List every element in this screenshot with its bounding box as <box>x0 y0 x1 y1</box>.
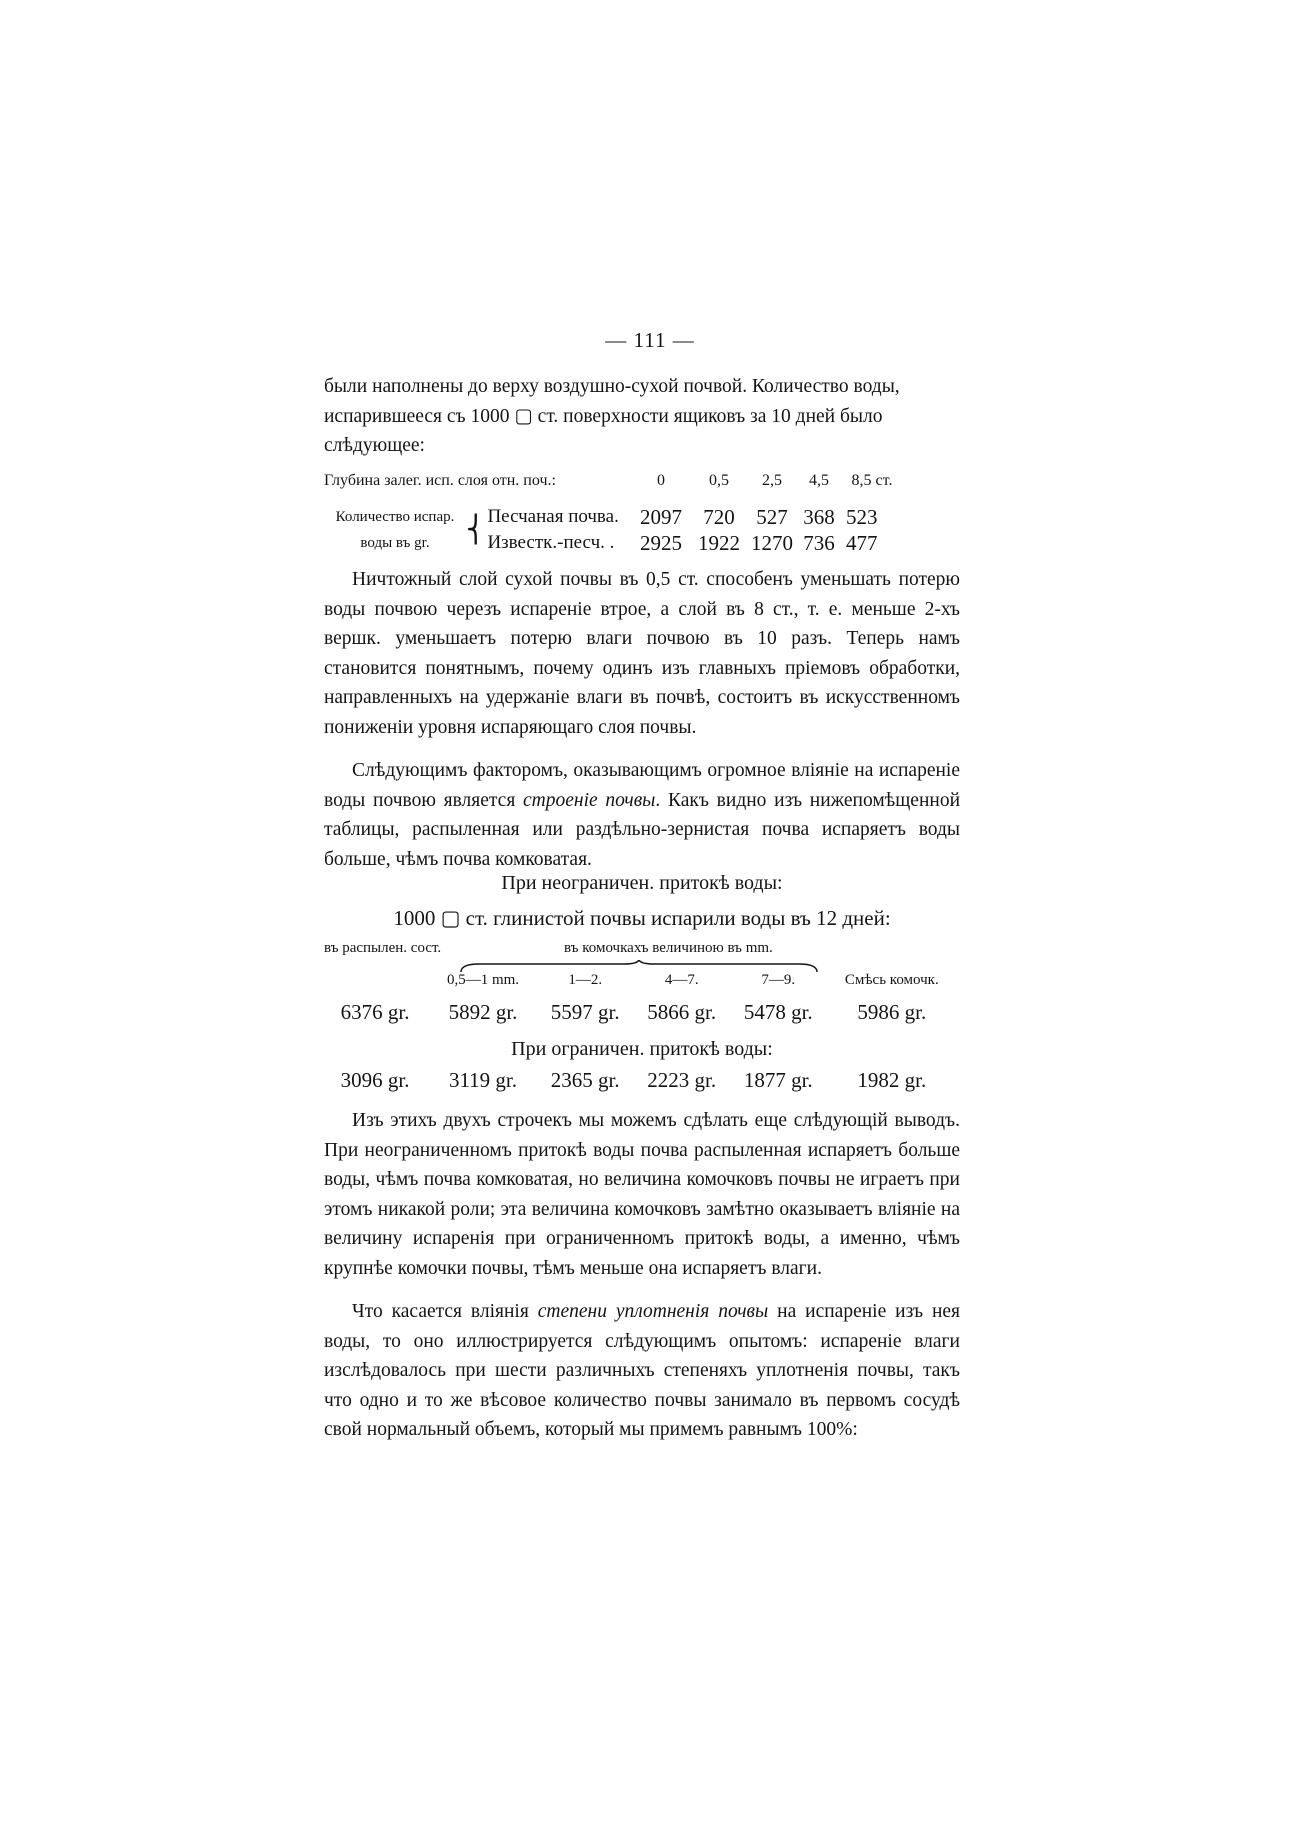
size-header-row <box>324 972 960 989</box>
page-number: — 111 — <box>605 328 695 352</box>
value-cell: 2365 gr. <box>550 1068 620 1092</box>
value-cell: 6376 gr. <box>340 1000 410 1024</box>
emphasis-text: строеніе почвы <box>523 789 656 811</box>
depth-cell: 4,5 <box>809 472 829 489</box>
value-cell: 2097 <box>640 504 682 529</box>
curly-brace-icon: ⎨ <box>466 515 486 544</box>
intro-line: испарившееся съ 1000 ▢ ст. поверхности ящиковъ за 10 дней было <box>324 405 883 427</box>
value-cell: 1982 gr. <box>857 1068 927 1092</box>
paragraph-text: . Какъ видно изъ нижепомѣщенной таблицы, распыленная или раздѣльно-зернистая почва испаряетъ воды больше, чѣмъ почва комковатая. <box>324 789 960 870</box>
intro-paragraph <box>324 372 960 461</box>
value-cell: 736 <box>803 530 835 555</box>
table-heading: При неограничен. притокѣ воды: <box>501 872 783 894</box>
depth-cell: 0,5 <box>709 472 729 489</box>
value-cell: 5478 gr. <box>743 1000 813 1024</box>
depth-cell: 0 <box>657 472 665 489</box>
row-label <box>324 504 466 556</box>
size-header: Смѣсь комочк. <box>844 972 939 988</box>
paragraph: Ничтожный слой сухой почвы въ 0,5 ст. способенъ уменьшать потерю воды почвою черезъ испареніе втрое, а слой въ 8 ст., т. е. меньше 2-хъ вершк. уменьшаетъ потерю влаги почвою въ 10 разъ. Теперь намъ становится понятнымъ, почему одинъ изъ главныхъ пріемовъ обработки, направленныхъ на удержаніе влаги въ почвѣ, состоитъ въ искусственномъ пониженіи уровня испаряющаго слоя почвы. <box>324 569 960 738</box>
value-cell: 477 <box>846 530 878 555</box>
depth-header-label: Глубина залег. исп. слоя отн. поч.: <box>324 472 556 489</box>
intro-line: были наполнены до верху воздушно-сухой почвой. Количество воды, <box>324 376 900 397</box>
unlimited-values-row <box>324 1000 960 1025</box>
value-cell: 5892 gr. <box>448 1000 518 1024</box>
paragraph: Изъ этихъ двухъ строчекъ мы можемъ сдѣлать еще слѣдующій выводъ. При неограниченномъ притокѣ воды почва распыленная испаряетъ больше воды, чѣмъ почва комковатая, но величина комочковъ почвы не играетъ при этомъ никакой роли; эта величина комочковъ замѣтно оказываетъ вліяніе на величину испаренія при ограниченномъ притокѣ воды, а именно, чѣмъ крупнѣе комочки почвы, тѣмъ меньше она испаряетъ влаги. <box>324 1110 960 1279</box>
soil-type: Песчаная почва. <box>487 506 619 527</box>
value-cell: 720 <box>703 504 735 529</box>
value-cell: 5597 gr. <box>550 1000 620 1024</box>
value-cell: 523 <box>846 504 878 529</box>
table-row <box>324 504 902 530</box>
value-cell: 2223 gr. <box>647 1068 717 1092</box>
table-row <box>324 1000 960 1025</box>
depth-cell: 8,5 ст. <box>851 472 893 489</box>
size-header: 0,5—1 mm. <box>446 972 520 988</box>
body-text <box>324 1106 960 1445</box>
value-cell: 5866 gr. <box>647 1000 717 1024</box>
table-row <box>324 1068 960 1093</box>
table-heading: При ограничен. притокѣ воды: <box>511 1038 773 1060</box>
column-header-lumps: въ комочкахъ величиною въ mm. <box>564 940 773 956</box>
body-text <box>324 565 960 874</box>
paragraph-text: на испареніе изъ нея воды, то оно иллюстрируется слѣдующимъ опытомъ: испареніе влаги изслѣдовалось при шести различныхъ степеняхъ уплотненія почвы, такъ что одно и то же вѣсовое количество почвы занимало въ первомъ сосудѣ свой нормальный объемъ, который мы примемъ равнымъ 100%: <box>324 1301 960 1440</box>
value-cell: 2925 <box>640 530 682 555</box>
row-label-top: Количество испар. <box>335 509 455 525</box>
paragraph <box>324 1297 960 1445</box>
limited-values-row <box>324 1068 960 1093</box>
paragraph-text: Что касается вліянія <box>352 1301 538 1322</box>
paragraph <box>324 756 960 874</box>
column-header-powder: въ распылен. сост. <box>324 940 442 956</box>
intro-line: слѣдующее: <box>324 435 425 456</box>
value-cell: 1922 <box>698 530 740 555</box>
row-label-bottom: воды въ gr. <box>360 535 430 551</box>
depth-header-row <box>324 472 902 490</box>
depth-cell: 2,5 <box>762 472 782 489</box>
value-cell: 368 <box>803 504 835 529</box>
size-header: 1—2. <box>568 972 603 988</box>
table-subheading: 1000 ▢ ст. глинистой почвы испарили воды въ 12 дней: <box>393 906 891 930</box>
evaporation-depth-table <box>324 472 902 556</box>
value-cell: 5986 gr. <box>857 1000 927 1024</box>
soil-type: Известк.-песч. . <box>487 532 615 553</box>
value-cell: 3096 gr. <box>340 1068 410 1092</box>
paragraph-text: Слѣдующимъ факторомъ, оказывающимъ огромное вліяніе на испареніе воды почвою является <box>324 760 960 811</box>
size-header: 7—9. <box>761 972 796 988</box>
emphasis-text: степени уплотненія почвы <box>537 1301 769 1322</box>
value-cell: 3119 gr. <box>448 1068 518 1092</box>
value-cell: 1270 <box>751 530 793 555</box>
value-cell: 1877 gr. <box>743 1068 813 1092</box>
size-header: 4—7. <box>664 972 699 988</box>
value-cell: 527 <box>756 504 788 529</box>
